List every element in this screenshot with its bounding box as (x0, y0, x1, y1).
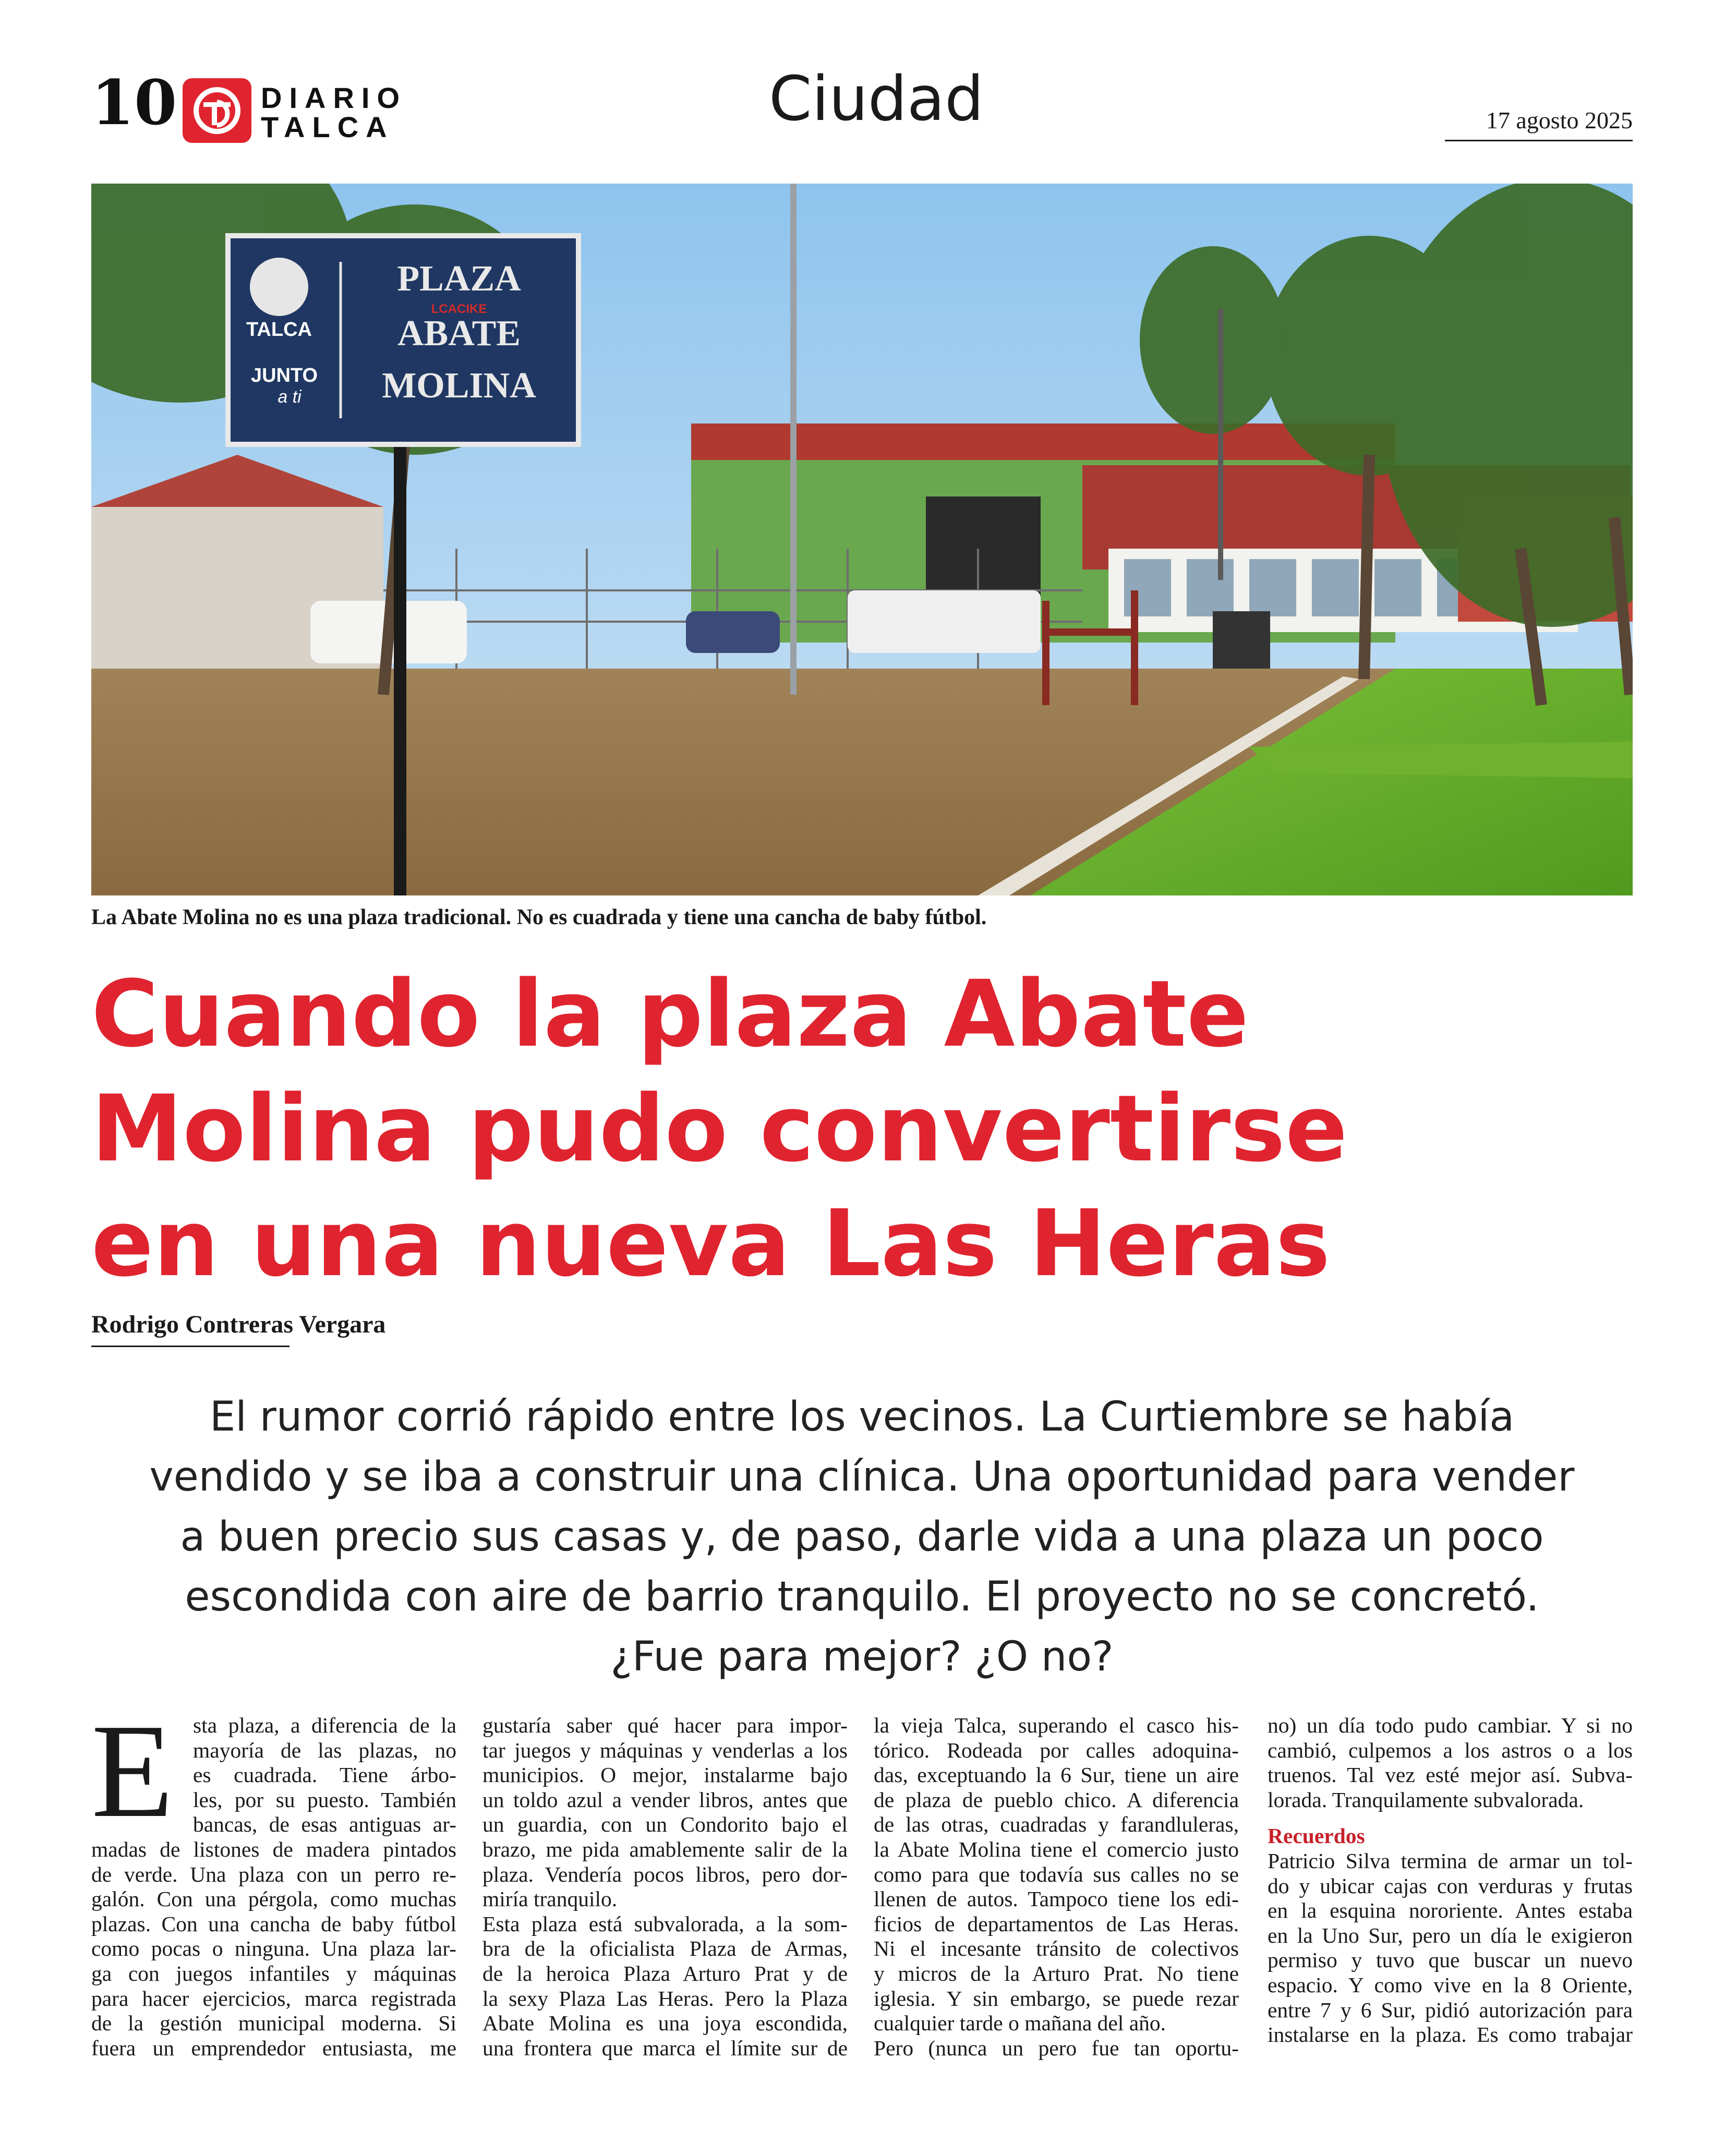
body-line: truenos. Tal vez esté mejor así. Subva- (1268, 1763, 1633, 1787)
body-line: Esta plaza está subvalorada, a la som- (482, 1911, 848, 1936)
body-line: una frontera que marca el límite sur de (482, 2036, 848, 2060)
deck-line-5: ¿Fue para mejor? ¿O no? (610, 1633, 1114, 1680)
body-line: Abate Molina es una joya escondida, (482, 2011, 848, 2036)
body-line: permiso y tuvo que buscar un nuevo (1268, 1948, 1633, 1972)
deck-line-4: escondida con aire de barrio tranquilo. El proyecto no se concretó. (185, 1573, 1539, 1620)
body-line: es cuadrada. Tiene árbo- (193, 1763, 456, 1787)
body-line: galón. Con una pérgola, como muchas (91, 1887, 456, 1911)
body-line: bancas, de esas antiguas ar- (193, 1812, 456, 1837)
brand-line-2: TALCA (261, 111, 394, 143)
body-line: iglesia. Y sin embargo, se puede rezar (874, 1986, 1239, 2010)
headline-line-1: Cuando la plaza Abate (91, 961, 1249, 1068)
subhead-recuerdos: Recuerdos (1268, 1824, 1365, 1848)
body-line: como pocas o ninguna. Una plaza lar- (91, 1936, 456, 1961)
body-line: brazo, me pida amablemente salir de la (482, 1837, 848, 1861)
body-line: ficios de departamentos de Las Heras. (874, 1911, 1239, 1936)
headline-line-3: en una nueva Las Heras (91, 1190, 1331, 1297)
body-line: de la gestión municipal moderna. Si (91, 2011, 456, 2036)
body-line: un guardia, con un Condorito bajo el (482, 1812, 848, 1837)
body-line: no) un día todo pudo cambiar. Y si no (1268, 1713, 1633, 1737)
byline-rule (91, 1346, 289, 1347)
body-line: das, exceptuando la 6 Sur, tiene un aire (874, 1763, 1239, 1787)
headline-line-2: Molina pudo convertirse (91, 1075, 1348, 1182)
brand-name (261, 83, 407, 142)
body-line: sta plaza, a diferencia de la (193, 1713, 456, 1737)
body-line: instalarse en la plaza. Es como trabajar (1268, 2022, 1633, 2047)
body-line: plaza. Vendería pocos libros, pero dor- (482, 1862, 848, 1886)
body-line: la vieja Talca, superando el casco his- (874, 1713, 1239, 1737)
body-line: lorada. Tranquilamente subvalorada. (1268, 1787, 1584, 1812)
sign-program-1: JUNTO (250, 365, 318, 386)
brand-line-1: DIARIO (261, 81, 407, 114)
deck-line-1: El rumor corrió rápido entre los vecinos. La Curtiembre se había (209, 1394, 1515, 1440)
body-column-1 (91, 1696, 456, 2061)
body-line: en la esquina nororiente. Antes estaba (1268, 1898, 1633, 1923)
body-line: de las otras, cuadradas y farandluleras, (874, 1812, 1239, 1837)
body-line: la sexy Plaza Las Heras. Pero la Plaza (482, 1986, 848, 2010)
sign-program-2: a ti (278, 387, 301, 407)
body-line: mayoría de las plazas, no (193, 1738, 456, 1762)
issue-date: 17 agosto 2025 (1486, 107, 1633, 134)
body-line: espacio. Y como vive en la 8 Oriente, (1268, 1972, 1633, 1997)
body-line: do y ubicar cajas con verduras y frutas (1268, 1873, 1633, 1898)
body-line: de verde. Una plaza con un perro re- (91, 1862, 456, 1886)
deck (99, 1387, 1625, 1687)
sign-graffiti-tag: LCACIKE (431, 302, 487, 316)
page-number: 10 (91, 66, 177, 139)
body-line: fuera un emprendedor entusiasta, me (91, 2036, 456, 2060)
body-line: en la Uno Sur, pero un día le exigieron (1268, 1923, 1633, 1947)
paragraph-gap (1268, 1812, 1633, 1824)
body-line: ga con juegos infantiles y máquinas (91, 1961, 456, 1985)
body-line: la Abate Molina tiene el comercio justo (874, 1837, 1239, 1861)
body-line: municipios. O mejor, instalarme bajo (482, 1763, 848, 1787)
body-line: Pero (nunca un pero fue tan oportu- (874, 2036, 1239, 2060)
sign-line-2: ABATE (397, 313, 521, 354)
sign-line-1: PLAZA (397, 259, 521, 299)
body-line: gustaría saber qué hacer para impor- (482, 1713, 848, 1737)
body-line: cualquier tarde o mañana del año. (874, 2011, 1166, 2036)
diario-talca-logo-icon (183, 78, 251, 143)
body-line: llenen de autos. Tampoco tiene los edi- (874, 1887, 1239, 1911)
body-line: un toldo azul a vender libros, antes que (482, 1787, 848, 1812)
date-rule (1445, 140, 1633, 141)
body-line: miría tranquilo. (482, 1887, 618, 1911)
drop-cap: E (91, 1696, 174, 1845)
body-line: de la heroica Plaza Arturo Prat y de (482, 1961, 848, 1985)
body-line: cambió, culpemos a los astros o a los (1268, 1738, 1633, 1762)
body-column-4 (1268, 1713, 1633, 2048)
body-line: madas de listones de madera pintados (91, 1837, 456, 1861)
body-column-3 (874, 1713, 1239, 2061)
body-line: les, por su puesto. También (193, 1787, 456, 1812)
deck-line-2: vendido y se iba a construir una clínica. Una oportunidad para vender (149, 1454, 1575, 1500)
body-line: como para que todavía sus calles no se (874, 1862, 1239, 1886)
body-line: Ni el incesante tránsito de colectivos (874, 1936, 1239, 1961)
byline: Rodrigo Contreras Vergara (91, 1311, 386, 1338)
body-line: entre 7 y 6 Sur, pidió autorización para (1268, 1997, 1633, 2022)
body-line: de plaza de pueblo chico. A diferencia (874, 1787, 1239, 1812)
body-line: plazas. Con una cancha de baby fútbol (91, 1911, 456, 1936)
sign-line-3: MOLINA (382, 366, 536, 406)
photo-caption: La Abate Molina no es una plaza tradicional. No es cuadrada y tiene una cancha de baby fútbol. (91, 905, 987, 929)
body-line: tar juegos y máquinas y venderlas a los (482, 1738, 848, 1762)
body-line: Patricio Silva termina de armar un tol- (1268, 1848, 1633, 1873)
sign-org: TALCA (246, 319, 312, 341)
body-line: tórico. Rodeada por calles adoquina- (874, 1738, 1239, 1762)
plaza-photo (91, 184, 1633, 895)
deck-line-3: a buen precio sus casas y, de paso, darle vida a una plaza un poco (180, 1513, 1544, 1560)
headline (91, 957, 1633, 1301)
body-line: bra de la oficialista Plaza de Armas, (482, 1936, 848, 1961)
body-line: para hacer ejercicios, marca registrada (91, 1986, 456, 2010)
section-title: Ciudad (768, 63, 984, 135)
body-line: y micros de la Arturo Prat. No tiene (874, 1961, 1239, 1985)
plaza-sign (228, 236, 578, 444)
body-column-2 (482, 1713, 848, 2061)
